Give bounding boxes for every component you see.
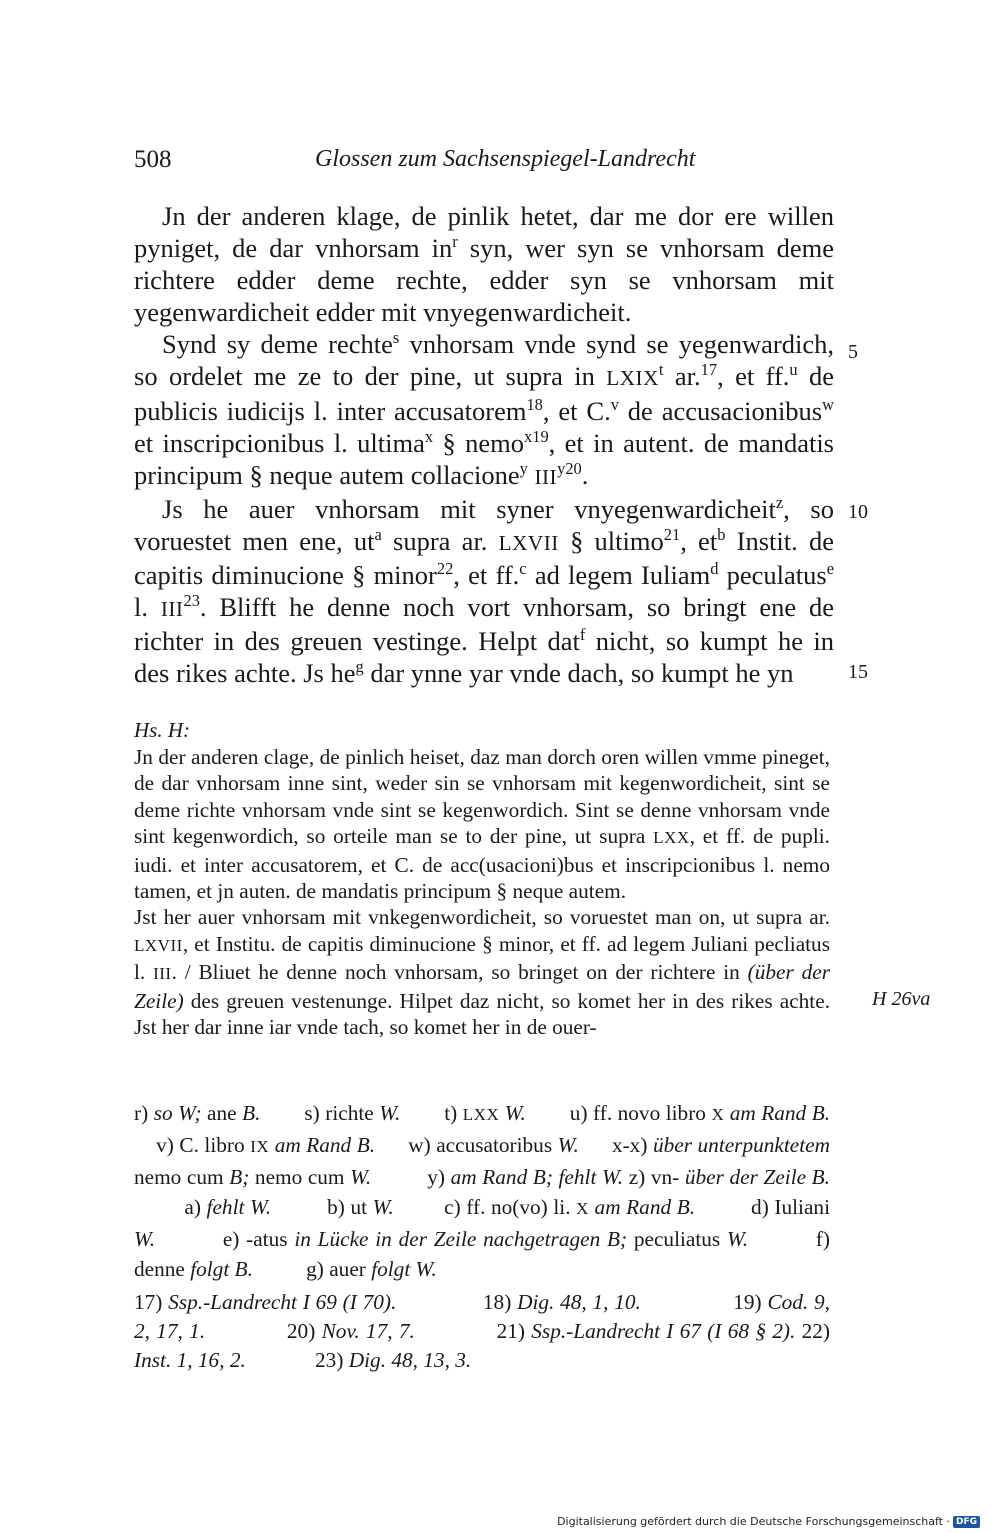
paragraph-1: Jn der anderen klage, de pinlik hetet, dar me dor ere willen pyniget, de dar vnhorsam $in^r$ syn, wer syn se vnhorsam deme richtere edder deme rechte, edder syn se vnhorsam mit yegenwardicheit edder mit vnyegenwardicheit. <box>134 201 834 328</box>
source-notes-text: 17) Ssp.-Landrecht I 69 (I 70). 18) Dig. 48, 1, 10. 19) Cod. 9, 2, 17, 1. 20) Nov. 17, 7. 21) Ssp.-Landrecht I 67 (I 68 § 2). 22) Inst. 1, 16, 2. 23) Dig. 48, 13, 3. <box>134 1290 831 1372</box>
critical-apparatus <box>134 1098 830 1284</box>
running-title: Glossen zum Sachsenspiegel-Landrecht <box>315 146 696 172</box>
manuscript-paragraph-2: Jst her auer vnhorsam mit vnkegenwordicheit, so voruestet man on, ut supra ar. LXVII, et Institu. de capitis diminucione § minor, et ff. ad legem Juliani pecliatus l. III. / Bliuet he denne noch vnhorsam, so bringet on der richtere in (über der Zeile) des greuen vestenunge. Hilpet daz nicht, so komet her in des rikes achte. Jst her dar inne iar vnde tach, so komet her in de ouer- <box>134 905 830 1040</box>
manuscript-heading: Hs. H: <box>134 718 190 742</box>
digitization-credit <box>557 1515 980 1528</box>
margin-note: H 26va <box>872 988 931 1010</box>
dfg-logo: DFG <box>953 1516 980 1528</box>
main-text <box>134 200 834 689</box>
apparatus-text: r) so W; ane B. s) richte W. t) LXX W. u) ff. novo libro X am Rand B. v) C. libro IX am Rand B. w) accusatoribus W. x-x) über unterpunktetem nemo cum B; nemo cum W. y) am Rand B; fehlt W. z) vn- über der Zeile B. a) fehlt W. b) ut W. c) ff. no(vo) li. X am Rand B. d) Iuliani W. e) -atus in Lücke in der Zeile nachgetragen B; peculiatus W. f) denne folgt B. g) auer folgt W. <box>134 1101 831 1281</box>
paragraph-2: Synd sy deme rechte$^s$ vnhorsam vnde synd se yegenwardich, so ordelet me ze to der pine, ut supra in LXIX$^t$ ar.$^{17}$, et ff.$^u$ de publicis iudicijs l. inter accusatorem$^{18}$, et C.$^v$ de accusacionibus$^w$ et inscripcionibus l. ultima$^x$ § nemo$^{x19}$, et in autent. de mandatis principum § neque autem collacione$^y$ $III^{y20}$. <box>134 328 835 490</box>
manuscript-h-section <box>134 717 830 1040</box>
line-number-5: 5 <box>848 341 858 363</box>
page-number: 508 <box>134 146 172 173</box>
credit-text: Digitalisierung gefördert durch die Deutsche Forschungsgemeinschaft · <box>557 1515 950 1528</box>
line-number-15: 15 <box>848 661 868 683</box>
line-number-10: 10 <box>848 501 868 523</box>
paragraph-3: Js he auer vnhorsam mit syner vnyegenwardicheit$^z$, so voruestet men ene, $ut^a$ supra ar. LXVII § ultimo$^{21}$, $et^b$ Instit. de capitis diminucione § minor$^{22}$, et ff.$^c$ ad legem Iuliam$^d$ peculatus$^e$ l. III$^{23}$. Blifft he denne noch vort vnhorsam, so bringt ene de richter in des greuen vestinge. Helpt dat$^f$ nicht, so kumpt he in des rikes achte. Js $he^g$ dar ynne yar vnde dach, so kumpt he yn <box>134 493 835 689</box>
manuscript-paragraph-1: Jn der anderen clage, de pinlich heiset, daz man dorch oren willen vmme pineget, de dar vnhorsam inne sint, weder sin se vnhorsam mit kegenwordicheit, sint se deme richte vnhorsam vnde sint se kegenwordich. Sint se denne vnhorsam vnde sint kegenwordich, so orteile man se to der pine, ut supra LXX, et ff. de pupli. iudi. et inter accusatorem, et C. de acc(usacioni)bus et inscripcionibus l. nemo tamen, et jn auten. de mandatis principum § neque autem. <box>134 745 830 904</box>
source-notes <box>134 1288 830 1375</box>
